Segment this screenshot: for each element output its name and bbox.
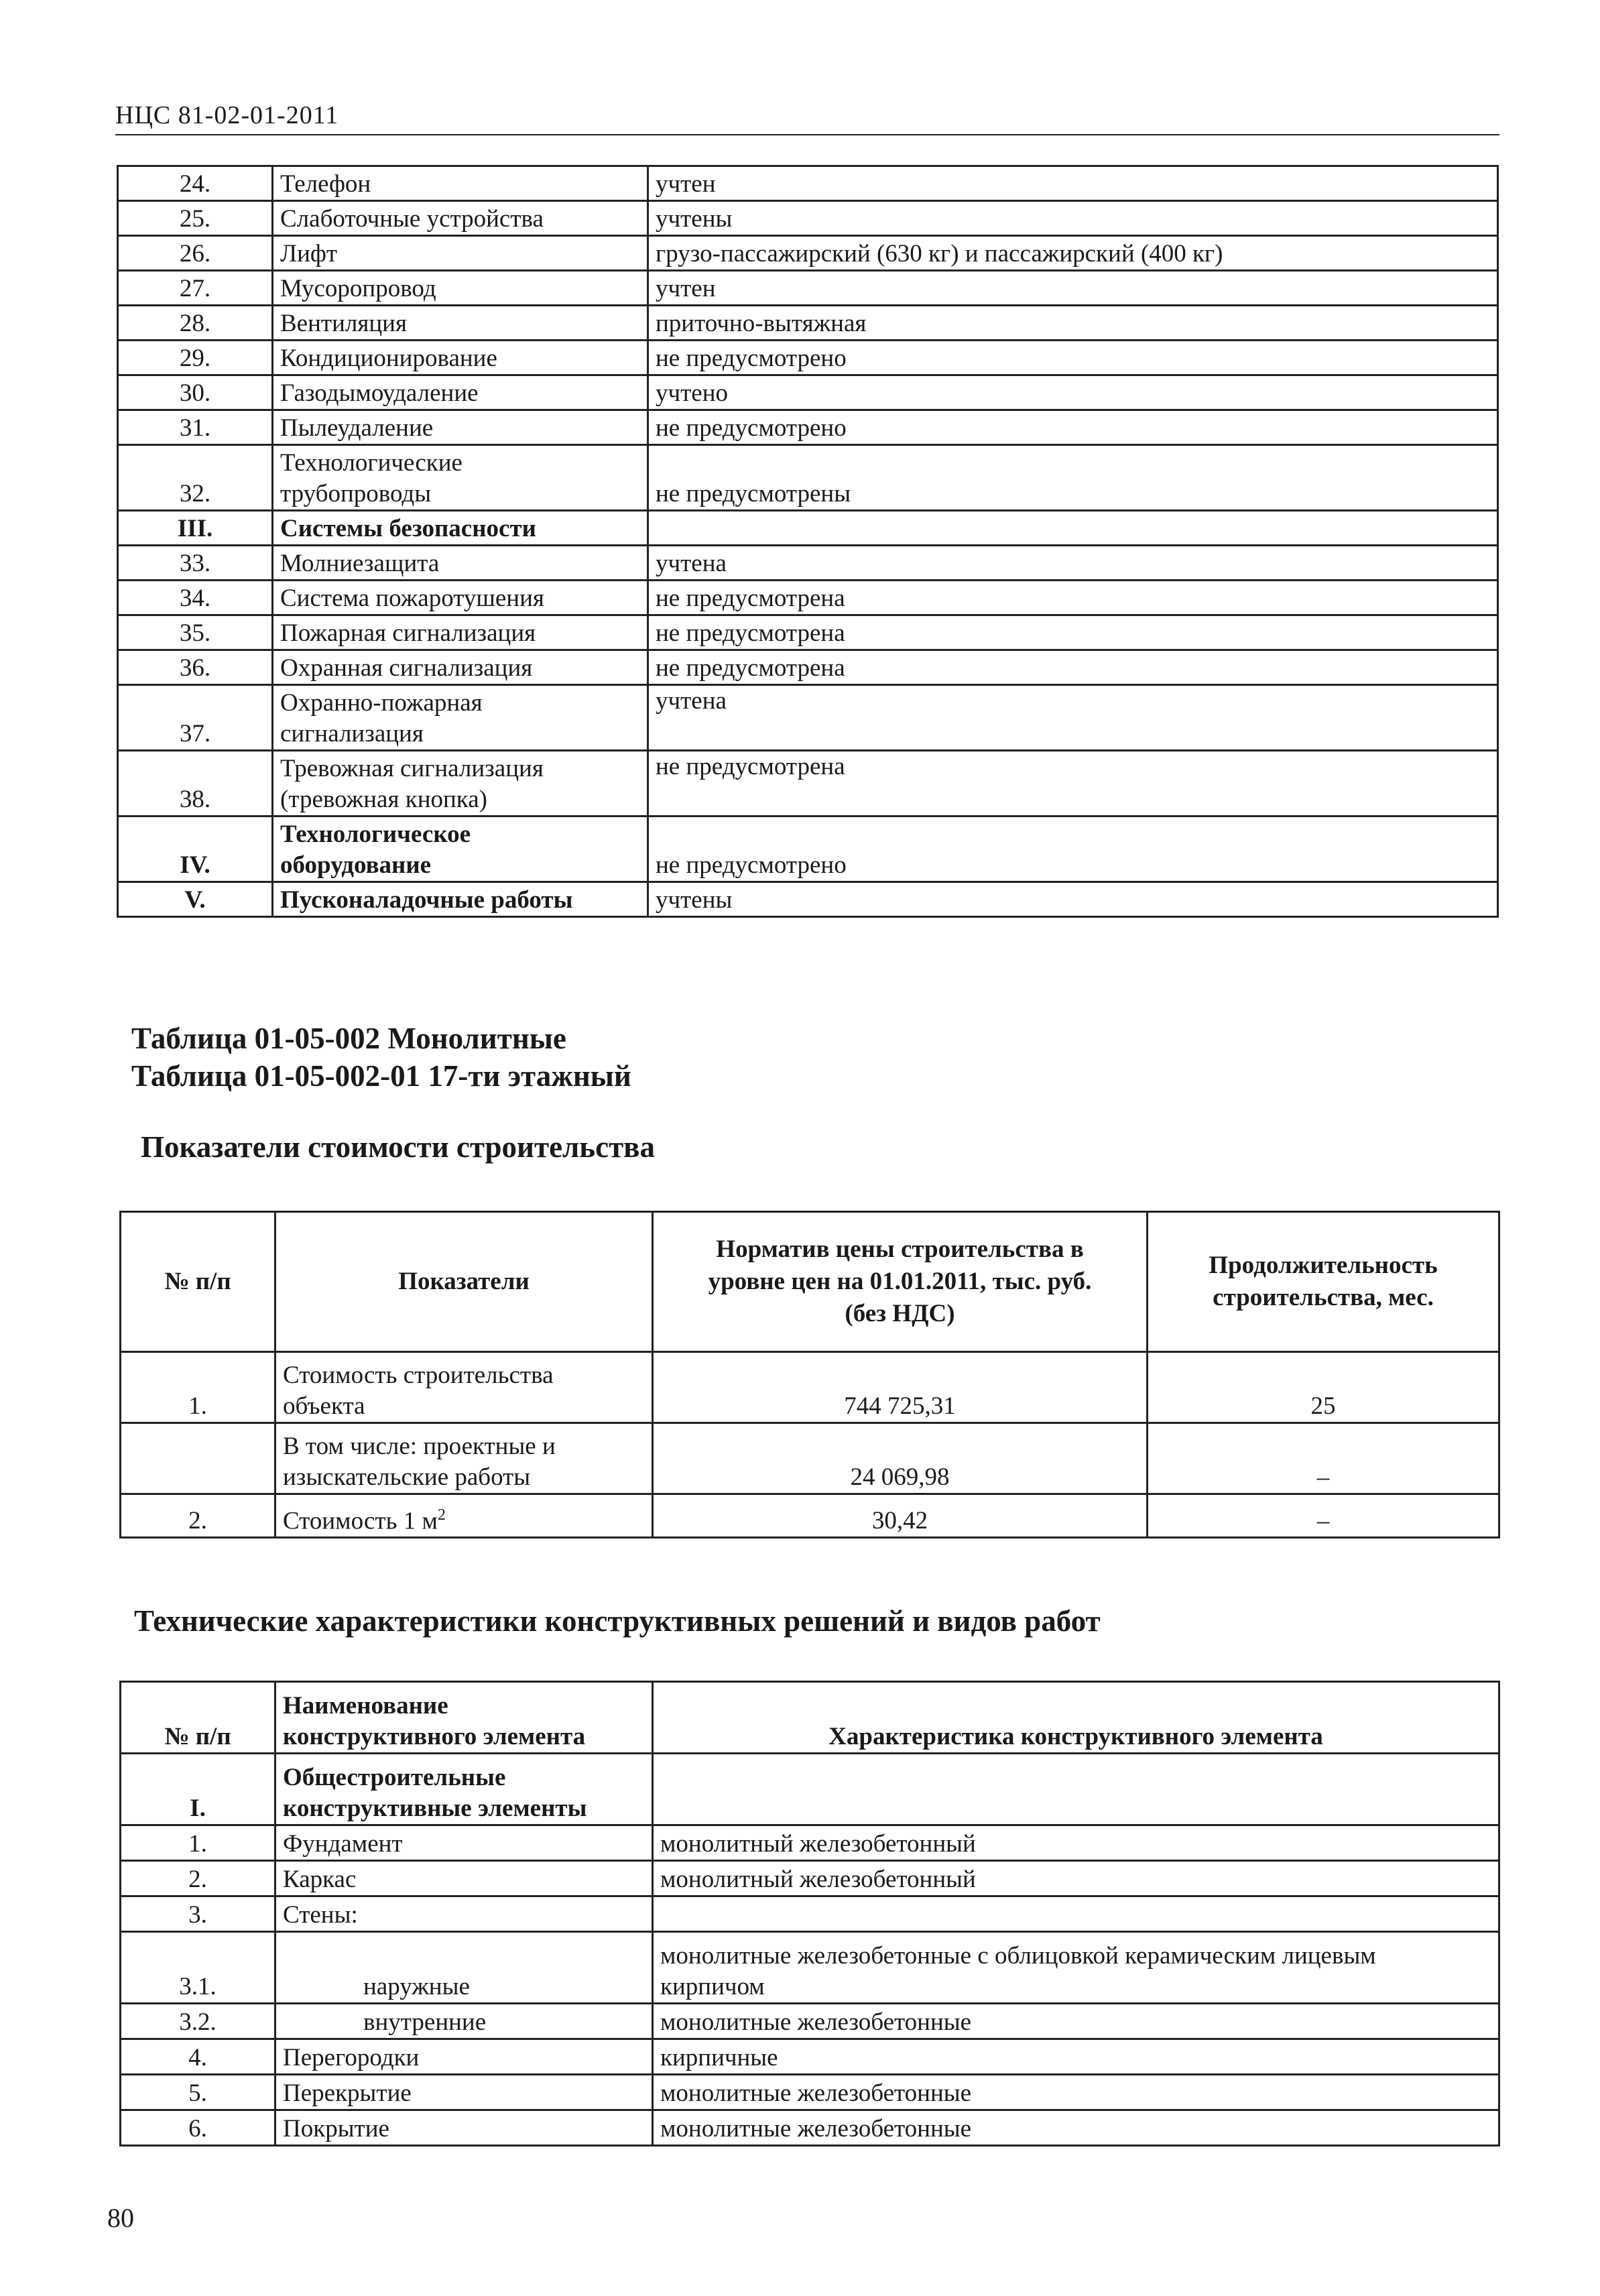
row-num: 25. [118,201,273,236]
table-title: Таблица 01-05-002 Монолитные [131,1022,566,1055]
row-price: 744 725,31 [653,1352,1148,1423]
row-value: монолитные железобетонные с облицовкой керамическим лицевым кирпичом [653,1932,1499,2004]
table-row [118,581,1498,615]
row-value: монолитные железобетонные [653,2075,1499,2110]
row-name: Телефон [273,166,648,201]
row-value [653,1754,1499,1825]
price-header-line1: Норматив цены строительства в [716,1235,1084,1263]
row-name: Слаботочные устройства [273,201,648,236]
row-value: грузо-пассажирский (630 кг) и пассажирский (400 кг) [648,236,1498,271]
row-indicator: Стоимость 1 $м^2$ [275,1494,653,1538]
row-num: 28. [118,306,273,341]
table-row [118,751,1498,817]
table-row [121,1352,1499,1423]
row-value: учтена [648,685,1498,751]
row-name: Газодымоудаление [273,375,648,410]
table-row [121,2110,1499,2146]
row-value: монолитные железобетонные [653,2110,1499,2146]
table-row [118,166,1498,201]
row-value: учтен [648,166,1498,201]
row-name: Перегородки [275,2039,653,2075]
row-num: 2. [121,1861,275,1896]
table-row [118,271,1498,306]
table-row [118,375,1498,410]
row-num: 1. [121,1825,275,1861]
row-value: учтены [648,201,1498,236]
page-number: 80 [107,2203,134,2233]
row-duration: – [1148,1494,1499,1538]
row-value: не предусмотрена [648,751,1498,817]
column-header-char: Характеристика конструктивного элемента [653,1682,1499,1754]
row-value: учтены [648,882,1498,917]
table-row [118,236,1498,271]
row-num: 38. [118,751,273,817]
price-header-line2: уровне цен на 01.01.2011, тыс. руб. [708,1268,1092,1295]
column-header-price [653,1212,1148,1352]
row-name: Технологическое оборудование [273,817,648,882]
row-value: не предусмотрено [648,341,1498,375]
column-header-duration [1148,1212,1499,1352]
document-code: НЦС 81-02-01-2011 [115,101,339,129]
row-num [121,1423,275,1494]
row-name: Общестроительные конструктивные элементы [275,1754,653,1825]
row-name: Вентиляция [273,306,648,341]
header-rule [115,134,1499,135]
row-value: не предусмотрены [648,445,1498,511]
row-num: 1. [121,1352,275,1423]
row-num: 3.2. [121,2004,275,2039]
row-value: приточно-вытяжная [648,306,1498,341]
row-name: Мусоропровод [273,271,648,306]
row-num: 32. [118,445,273,511]
column-header-num: № п/п [121,1212,275,1352]
row-num: 6. [121,2110,275,2146]
row-value: не предусмотрено [648,817,1498,882]
row-name: внутренние [275,2004,653,2039]
row-value: не предусмотрена [648,581,1498,615]
row-name: Стены: [275,1896,653,1932]
row-value: учтен [648,271,1498,306]
cost-heading: Показатели стоимости строительства [141,1130,655,1164]
table-row [121,1932,1499,2004]
row-num: 31. [118,410,273,445]
row-num: 34. [118,581,273,615]
duration-header-line1: Продолжительность [1209,1252,1438,1279]
row-num: 35. [118,615,273,650]
table-row [121,1494,1499,1538]
duration-header-line2: строительства, мес. [1213,1284,1434,1311]
row-value: кирпичные [653,2039,1499,2075]
row-name: наружные [275,1932,653,2004]
row-num: 33. [118,546,273,581]
table-row [121,1754,1499,1825]
table-row [121,2004,1499,2039]
row-value: учтено [648,375,1498,410]
row-num: 37. [118,685,273,751]
row-name: Охранно-пожарная сигнализация [273,685,648,751]
row-value: не предусмотрена [648,650,1498,685]
row-num: 26. [118,236,273,271]
row-duration: 25 [1148,1352,1499,1423]
table-row [118,882,1498,917]
row-value [648,511,1498,546]
table-row [118,511,1498,546]
row-num: 4. [121,2039,275,2075]
row-name: Тревожная сигнализация (тревожная кнопка) [273,751,648,817]
table-row [118,546,1498,581]
row-num: 2. [121,1494,275,1538]
row-value: монолитные железобетонные [653,2004,1499,2039]
table-row [118,201,1498,236]
row-value [653,1896,1499,1932]
row-value: монолитный железобетонный [653,1861,1499,1896]
table-row [118,685,1498,751]
table-row [118,817,1498,882]
row-price: 24 069,98 [653,1423,1148,1494]
table-row [118,306,1498,341]
row-name: Охранная сигнализация [273,650,648,685]
row-indicator: В том числе: проектные и изыскательские работы [275,1423,653,1494]
table-row [121,1423,1499,1494]
price-header-line3: (без НДС) [845,1300,955,1327]
table-row [121,1896,1499,1932]
row-name: Пожарная сигнализация [273,615,648,650]
table-row [121,2039,1499,2075]
row-name: Перекрытие [275,2075,653,2110]
row-num: 24. [118,166,273,201]
row-duration: – [1148,1423,1499,1494]
row-num: 27. [118,271,273,306]
row-name: Технологические трубопроводы [273,445,648,511]
row-num: I. [121,1754,275,1825]
row-num: V. [118,882,273,917]
table-row [121,1825,1499,1861]
row-name: Кондиционирование [273,341,648,375]
row-name: Каркас [275,1861,653,1896]
tech-heading: Технические характеристики конструктивных решений и видов работ [134,1604,1101,1638]
row-num: III. [118,511,273,546]
row-value: учтена [648,546,1498,581]
table-row [118,650,1498,685]
table-row [118,445,1498,511]
row-num: 29. [118,341,273,375]
row-num: 5. [121,2075,275,2110]
row-name: Фундамент [275,1825,653,1861]
column-header-num: № п/п [121,1682,275,1754]
table-subtitle: Таблица 01-05-002-01 17-ти этажный [131,1059,631,1093]
row-value: не предусмотрена [648,615,1498,650]
table-row [118,341,1498,375]
row-value: монолитный железобетонный [653,1825,1499,1861]
row-price: 30,42 [653,1494,1148,1538]
row-num: 36. [118,650,273,685]
row-name: Системы безопасности [273,511,648,546]
row-indicator: Стоимость строительства объекта [275,1352,653,1423]
row-num: 3. [121,1896,275,1932]
cost-table-header [121,1212,1499,1352]
row-num: 3.1. [121,1932,275,2004]
row-name: Лифт [273,236,648,271]
systems-table [117,165,1499,918]
row-name: Пылеудаление [273,410,648,445]
tech-table-header [121,1682,1499,1754]
tech-table [119,1681,1500,2147]
table-row [121,1861,1499,1896]
row-num: IV. [118,817,273,882]
table-row [118,410,1498,445]
cost-table [119,1211,1500,1538]
row-name: Покрытие [275,2110,653,2146]
table-row [118,615,1498,650]
row-num: 30. [118,375,273,410]
row-name: Система пожаротушения [273,581,648,615]
column-header-indicator: Показатели [275,1212,653,1352]
column-header-name: Наименование конструктивного элемента [275,1682,653,1754]
table-row [121,2075,1499,2110]
row-name: Пусконаладочные работы [273,882,648,917]
row-name: Молниезащита [273,546,648,581]
row-value: не предусмотрено [648,410,1498,445]
